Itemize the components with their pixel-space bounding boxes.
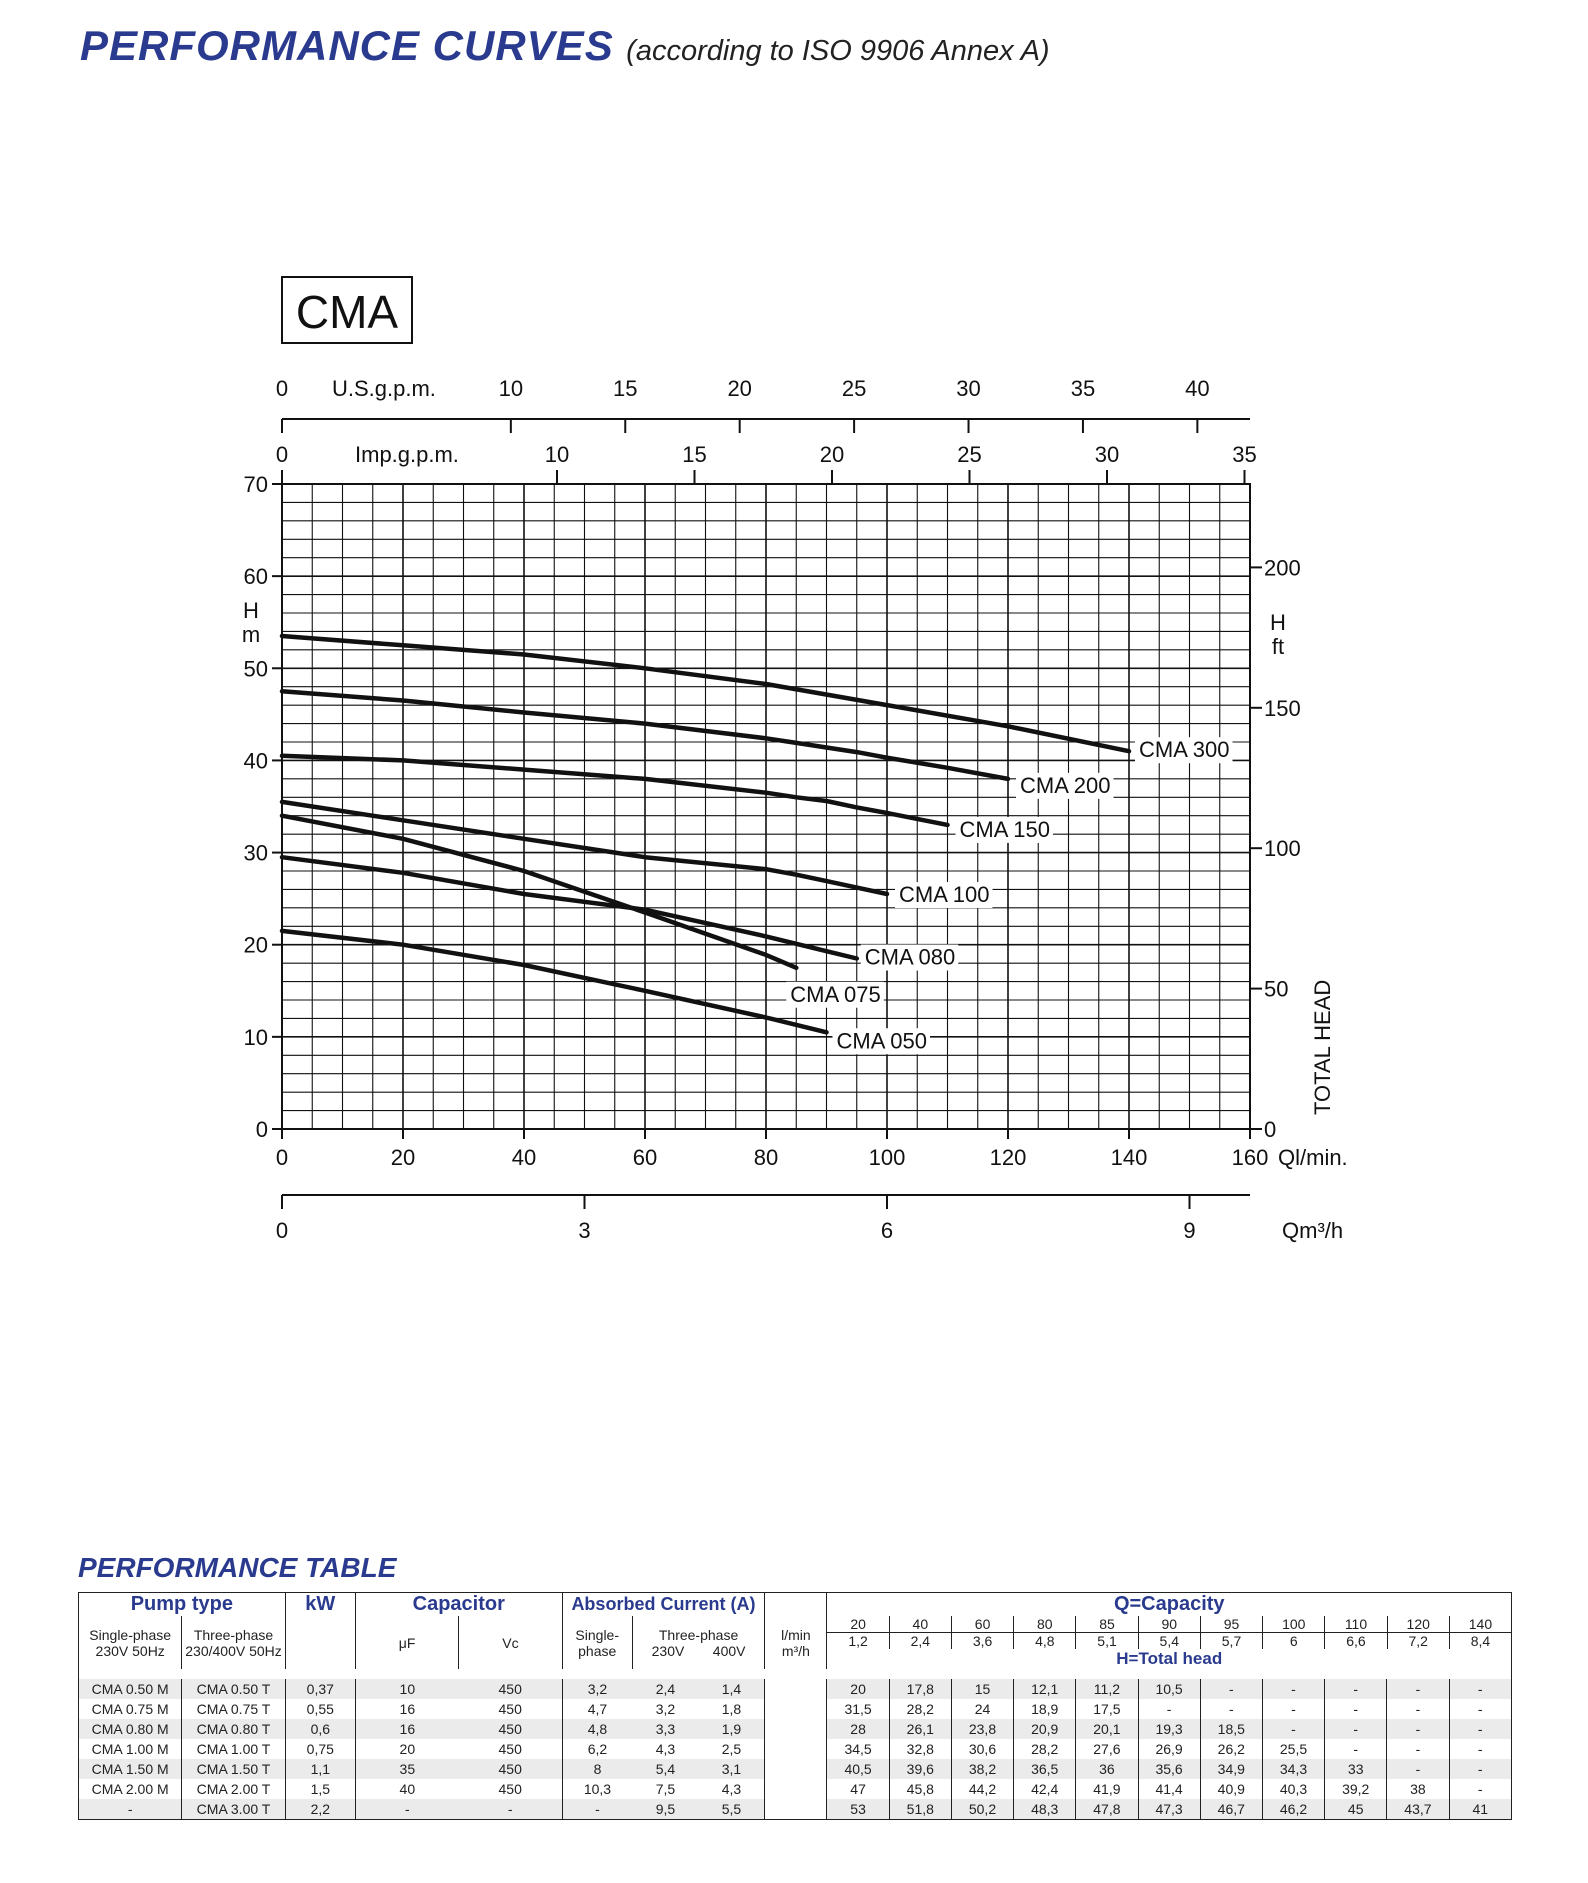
- x-impgpm-tick-label: 0: [275, 442, 289, 467]
- cell-current-230: 2,4: [632, 1679, 698, 1699]
- cell-current-400: 3,1: [699, 1759, 765, 1779]
- cell-head: 28,2: [1014, 1739, 1076, 1759]
- cell-unit-blank: [765, 1679, 827, 1699]
- q-m3h-cell: 1,2: [848, 1633, 868, 1649]
- cell-head: 24: [951, 1699, 1013, 1719]
- q-lmin-cell: 95: [1200, 1616, 1262, 1632]
- cell-kw: 0,6: [285, 1719, 355, 1739]
- cell-head: -: [1387, 1679, 1449, 1699]
- cell-three-phase: CMA 1.00 T: [182, 1739, 285, 1759]
- y-left-tick-label: 40: [243, 748, 268, 774]
- model-label: CMA: [295, 286, 399, 338]
- cell-head: 44,2: [951, 1779, 1013, 1799]
- y-left-tick-label: 50: [243, 656, 268, 682]
- q-lmin-cell: 40: [889, 1616, 951, 1632]
- cell-unit-blank: [765, 1779, 827, 1799]
- x-impgpm-tick-label: 25: [957, 442, 982, 467]
- cell-head: 10,5: [1138, 1679, 1200, 1699]
- cell-unit-blank: [765, 1699, 827, 1719]
- y-right-tick-label: 150: [1264, 695, 1301, 721]
- cell-single-phase: CMA 0.50 M: [79, 1679, 182, 1699]
- cell-three-phase: CMA 2.00 T: [182, 1779, 285, 1799]
- cell-vc: 450: [459, 1759, 562, 1779]
- cell-head: 47: [827, 1779, 889, 1799]
- series-label: CMA 200: [1020, 772, 1111, 798]
- cell-head: -: [1449, 1679, 1511, 1699]
- x-impgpm-tick-label: 20: [819, 442, 845, 467]
- table-row: [79, 1779, 1512, 1799]
- series-label: CMA 100: [899, 882, 990, 908]
- cell-three-phase: CMA 3.00 T: [182, 1799, 285, 1820]
- x-tick-label: 60: [632, 1145, 658, 1170]
- cell-head: -: [1387, 1759, 1449, 1779]
- cell-head: 34,5: [827, 1739, 889, 1759]
- cell-head: 17,8: [889, 1679, 951, 1699]
- cell-head: -: [1262, 1699, 1324, 1719]
- cell-head: 33: [1325, 1759, 1387, 1779]
- header-unit-spacer: [765, 1593, 827, 1617]
- cell-single-phase: CMA 1.50 M: [79, 1759, 182, 1779]
- header-uf: μF: [355, 1616, 458, 1669]
- cell-vc: 450: [498, 1701, 522, 1717]
- cell-vc: 450: [498, 1741, 522, 1757]
- table-body: [79, 1679, 1512, 1820]
- x-usgpm-tick-label: 15: [613, 376, 638, 401]
- x-impgpm-tick-label: 30: [1094, 442, 1120, 467]
- cell-head: -: [1200, 1679, 1262, 1699]
- cell-head: 23,8: [951, 1719, 1013, 1739]
- x-m3h-tick-label: 6: [880, 1218, 894, 1243]
- table-row: [79, 1699, 1512, 1719]
- x-tick-label: 160: [1231, 1145, 1269, 1170]
- cell-current-single: 4,8: [562, 1719, 632, 1739]
- cell-head: 36: [1076, 1759, 1138, 1779]
- cell-kw: 1,1: [285, 1759, 355, 1779]
- header-total-head: H=Total head: [1116, 1649, 1223, 1668]
- cell-head: 18,9: [1014, 1699, 1076, 1719]
- q-m3h-cell: 8,4: [1449, 1633, 1511, 1649]
- q-lmin-cell: 85: [1075, 1616, 1137, 1632]
- cell-head: 30,6: [951, 1739, 1013, 1759]
- cell-head: 17,5: [1076, 1699, 1138, 1719]
- cell-head: 36,5: [1014, 1759, 1076, 1779]
- cell-head: 42,4: [1014, 1779, 1076, 1799]
- header-single-phase-current: Single- phase: [562, 1616, 632, 1669]
- cell-vc: 450: [498, 1781, 522, 1797]
- cell-head: 40,5: [827, 1759, 889, 1779]
- y-left-label-bottom: m: [241, 622, 261, 647]
- y-left-label-top: H: [243, 598, 259, 623]
- cell-unit-blank: [765, 1719, 827, 1739]
- y-left-tick-label: 70: [243, 472, 268, 497]
- q-m3h-cell: 6: [1262, 1633, 1324, 1649]
- header-units: l/min m³/h: [765, 1616, 827, 1669]
- cell-head: 48,3: [1014, 1799, 1076, 1820]
- cell-current-230: 5,4: [632, 1759, 698, 1779]
- q-lmin-cell: 90: [1138, 1616, 1200, 1632]
- x-m3h-tick-label: 3: [578, 1218, 591, 1243]
- cell-head: 18,5: [1200, 1719, 1262, 1739]
- cell-head: 38: [1387, 1779, 1449, 1799]
- header-gap: [79, 1669, 1512, 1679]
- cell-head: -: [1325, 1679, 1387, 1699]
- cell-head: 51,8: [889, 1799, 951, 1820]
- cell-head: 12,1: [1014, 1679, 1076, 1699]
- cell-current-230: 3,3: [632, 1719, 698, 1739]
- q-m3h-cell: 7,2: [1387, 1633, 1449, 1649]
- q-lmin-cell: 60: [951, 1616, 1013, 1632]
- cell-head: 39,2: [1325, 1779, 1387, 1799]
- cell-three-phase: CMA 0.50 T: [182, 1679, 285, 1699]
- header-absorbed-current: Absorbed Current (A): [562, 1593, 765, 1617]
- cell-current-230: 3,2: [655, 1701, 676, 1717]
- header-three-phase: Three-phase 230/400V 50Hz: [182, 1616, 285, 1669]
- q-m3h-cell: 3,6: [951, 1633, 1013, 1649]
- cell-uf: 16: [355, 1699, 458, 1719]
- header-q-capacity: Q=Capacity: [827, 1593, 1512, 1617]
- cell-uf: 40: [355, 1779, 458, 1799]
- cell-head: 34,9: [1200, 1759, 1262, 1779]
- header-pump-type: Pump type: [79, 1593, 286, 1617]
- x-tick-label: 40: [511, 1145, 537, 1170]
- q-lmin-cell: 140: [1449, 1616, 1511, 1632]
- cell-kw: 0,37: [285, 1679, 355, 1699]
- y-left-tick-label: 30: [243, 840, 268, 866]
- x-usgpm-axis-label: U.S.g.p.m.: [332, 376, 436, 401]
- table-row: [79, 1799, 1512, 1820]
- cell-head: 20,9: [1014, 1719, 1076, 1739]
- cell-current-230: 7,5: [655, 1781, 676, 1797]
- y-left-tick-label: 10: [243, 1024, 268, 1050]
- x-usgpm-tick-label: 35: [1070, 376, 1096, 401]
- x-tick-label: 20: [390, 1145, 416, 1170]
- cell-uf: 35: [355, 1759, 458, 1779]
- cell-head: -: [1200, 1699, 1262, 1719]
- cell-three-phase: CMA 0.80 T: [182, 1719, 285, 1739]
- total-head-label: TOTAL HEAD: [1310, 979, 1335, 1115]
- y-right-label-bottom: ft: [1271, 634, 1285, 659]
- cell-head: -: [1387, 1719, 1449, 1739]
- cell-head: 40,9: [1200, 1779, 1262, 1799]
- table-row: [79, 1739, 1512, 1759]
- cell-head: 28: [827, 1719, 889, 1739]
- x-tick-label: 80: [753, 1145, 779, 1170]
- table-title: PERFORMANCE TABLE: [78, 1552, 397, 1583]
- x-impgpm-tick-label: 15: [682, 442, 707, 467]
- header-kw: kW: [285, 1593, 355, 1617]
- cell-head: -: [1325, 1699, 1387, 1719]
- q-lmin-row: [827, 1616, 1511, 1632]
- x-impgpm-tick-label: 10: [544, 442, 570, 467]
- cell-single-phase: -: [79, 1799, 182, 1820]
- cell-kw: 0,55: [285, 1699, 355, 1719]
- cell-current-single: -: [562, 1799, 632, 1820]
- cell-head: 38,2: [951, 1759, 1013, 1779]
- x-axis-label: Ql/min.: [1278, 1145, 1348, 1170]
- series-label: CMA 300: [1139, 737, 1230, 763]
- cell-head: 41,4: [1138, 1779, 1200, 1799]
- cell-head: 39,6: [889, 1759, 951, 1779]
- cell-head: -: [1449, 1759, 1511, 1779]
- x-m3h-tick-label: 9: [1183, 1218, 1196, 1243]
- cell-head: 46,7: [1200, 1799, 1262, 1820]
- cell-head: 45,8: [889, 1779, 951, 1799]
- cell-unit-blank: [765, 1739, 827, 1759]
- cell-three-phase: CMA 0.75 T: [182, 1699, 285, 1719]
- q-lmin-cell: 100: [1262, 1616, 1324, 1632]
- q-lmin-cell: 20: [850, 1616, 866, 1632]
- cell-three-phase: CMA 1.50 T: [182, 1759, 285, 1779]
- series-label: CMA 050: [836, 1028, 927, 1054]
- x-m3h-tick-label: 0: [275, 1218, 289, 1243]
- x-impgpm-axis-label: Imp.g.p.m.: [355, 442, 459, 467]
- cell-head: -: [1387, 1739, 1449, 1759]
- cell-head: -: [1387, 1699, 1449, 1719]
- cell-current-230: 9,5: [632, 1799, 698, 1820]
- cell-head: 28,2: [889, 1699, 951, 1719]
- cell-vc: -: [459, 1799, 562, 1820]
- q-m3h-cell: 5,7: [1200, 1633, 1262, 1649]
- q-m3h-cell: 6,6: [1324, 1633, 1386, 1649]
- y-right-tick-label: 200: [1264, 555, 1301, 581]
- y-right-tick-label: 50: [1264, 976, 1289, 1002]
- x-usgpm-tick-label: 30: [956, 376, 981, 401]
- y-left-tick-label: 60: [243, 564, 268, 590]
- cell-head: 27,6: [1076, 1739, 1138, 1759]
- q-lmin-cell: 120: [1387, 1616, 1449, 1632]
- cell-head: 26,1: [889, 1719, 951, 1739]
- cell-unit-blank: [765, 1799, 827, 1820]
- cell-head: 19,3: [1138, 1719, 1200, 1739]
- cell-current-400: 1,4: [699, 1679, 765, 1699]
- cell-current-230: 4,3: [655, 1741, 676, 1757]
- y-left-tick-label: 20: [243, 932, 268, 958]
- x-tick-label: 100: [868, 1145, 906, 1170]
- cell-head: 50,2: [951, 1799, 1013, 1820]
- q-m3h-cell: 5,1: [1075, 1633, 1137, 1649]
- cell-head: 35,6: [1138, 1759, 1200, 1779]
- x-usgpm-tick-label: 0: [275, 376, 289, 401]
- cell-head: 41,9: [1076, 1779, 1138, 1799]
- series-label: CMA 080: [864, 944, 956, 970]
- header-q-values: [827, 1616, 1512, 1669]
- q-lmin-cell: 110: [1324, 1616, 1386, 1632]
- cell-head: 34,3: [1262, 1759, 1324, 1779]
- cell-single-phase: CMA 0.75 M: [79, 1699, 182, 1719]
- cell-head: 20: [827, 1679, 889, 1699]
- cell-kw: 0,75: [285, 1739, 355, 1759]
- performance-table: [78, 1592, 1512, 1820]
- cell-head: -: [1325, 1719, 1387, 1739]
- cell-kw: 1,5: [285, 1779, 355, 1799]
- series-label: CMA 075: [790, 981, 881, 1007]
- cell-vc: 450: [459, 1679, 562, 1699]
- cell-head: 43,7: [1387, 1799, 1449, 1820]
- q-m3h-cell: 4,8: [1013, 1633, 1075, 1649]
- cell-head: -: [1138, 1699, 1200, 1719]
- cell-uf: 10: [355, 1679, 458, 1699]
- x-tick-label: 0: [275, 1145, 289, 1170]
- x-tick-label: 120: [989, 1145, 1027, 1170]
- cell-head: 40,3: [1262, 1779, 1324, 1799]
- cell-head: 31,5: [827, 1699, 889, 1719]
- table-row: [79, 1679, 1512, 1699]
- x-impgpm-tick-label: 35: [1232, 442, 1257, 467]
- page-title: PERFORMANCE CURVES: [80, 22, 614, 69]
- header-three-phase-current: Three-phase 230V 400V: [632, 1616, 764, 1669]
- x-usgpm-tick-label: 10: [498, 376, 524, 401]
- cell-current-400: 4,3: [721, 1781, 742, 1797]
- cell-current-single: 8: [562, 1759, 632, 1779]
- x-usgpm-tick-label: 25: [841, 376, 867, 401]
- cell-head: 46,2: [1262, 1799, 1324, 1820]
- cell-head: -: [1449, 1719, 1511, 1739]
- cell-head: -: [1262, 1719, 1324, 1739]
- cell-head: 26,9: [1138, 1739, 1200, 1759]
- cell-head: 25,5: [1262, 1739, 1324, 1759]
- cell-uf: -: [355, 1799, 458, 1820]
- cell-current-400: 5,5: [699, 1799, 765, 1820]
- header-kw-blank: [285, 1616, 355, 1669]
- cell-head: 11,2: [1076, 1679, 1138, 1699]
- x-m3h-axis-label: Qm³/h: [1282, 1218, 1344, 1243]
- cell-head: 41: [1449, 1799, 1511, 1820]
- x-usgpm-tick-label: 20: [727, 376, 752, 401]
- cell-head: -: [1449, 1699, 1511, 1719]
- cell-head: 32,8: [889, 1739, 951, 1759]
- cell-head: 53: [827, 1799, 889, 1820]
- cell-unit-blank: [765, 1759, 827, 1779]
- series-label: CMA 150: [959, 816, 1050, 842]
- cell-current-400: 1,8: [721, 1701, 742, 1717]
- cell-current-400: 2,5: [721, 1741, 742, 1757]
- q-m3h-cell: 2,4: [889, 1633, 951, 1649]
- cell-current-single: 4,7: [562, 1699, 632, 1719]
- x-usgpm-tick-label: 40: [1185, 376, 1210, 401]
- cell-uf: 20: [355, 1739, 458, 1759]
- cell-vc: 450: [459, 1719, 562, 1739]
- cell-head: 26,2: [1200, 1739, 1262, 1759]
- q-m3h-row: [827, 1632, 1511, 1649]
- cell-head: 20,1: [1076, 1719, 1138, 1739]
- cell-kw: 2,2: [285, 1799, 355, 1820]
- cell-uf: 16: [355, 1719, 458, 1739]
- page-subtitle: (according to ISO 9906 Annex A): [626, 35, 1050, 67]
- cell-head: -: [1325, 1739, 1387, 1759]
- cell-head: 47,8: [1076, 1799, 1138, 1820]
- cell-single-phase: CMA 0.80 M: [79, 1719, 182, 1739]
- cell-current-400: 1,9: [699, 1719, 765, 1739]
- cell-current-single: 6,2: [562, 1739, 632, 1759]
- header-capacitor: Capacitor: [355, 1593, 562, 1617]
- q-lmin-cell: 80: [1013, 1616, 1075, 1632]
- y-right-label-top: H: [1270, 610, 1286, 635]
- y-right-tick-label: 100: [1264, 836, 1301, 862]
- cell-head: 45: [1325, 1799, 1387, 1820]
- x-tick-label: 140: [1110, 1145, 1148, 1170]
- cell-head: -: [1449, 1739, 1511, 1759]
- table-row: [79, 1759, 1512, 1779]
- cell-head: -: [1449, 1779, 1511, 1799]
- y-right-tick-label: 0: [1264, 1117, 1277, 1142]
- cell-current-single: 3,2: [562, 1679, 632, 1699]
- cell-single-phase: CMA 1.00 M: [79, 1739, 182, 1759]
- cell-head: -: [1262, 1679, 1324, 1699]
- cell-current-single: 10,3: [562, 1779, 632, 1799]
- cell-head: 47,3: [1138, 1799, 1200, 1820]
- q-m3h-cell: 5,4: [1138, 1633, 1200, 1649]
- cell-single-phase: CMA 2.00 M: [79, 1779, 182, 1799]
- header-single-phase: Single-phase 230V 50Hz: [79, 1616, 182, 1669]
- cell-head: 15: [951, 1679, 1013, 1699]
- header-vc: Vc: [459, 1616, 562, 1669]
- table-row: [79, 1719, 1512, 1739]
- y-left-tick-label: 0: [255, 1117, 268, 1142]
